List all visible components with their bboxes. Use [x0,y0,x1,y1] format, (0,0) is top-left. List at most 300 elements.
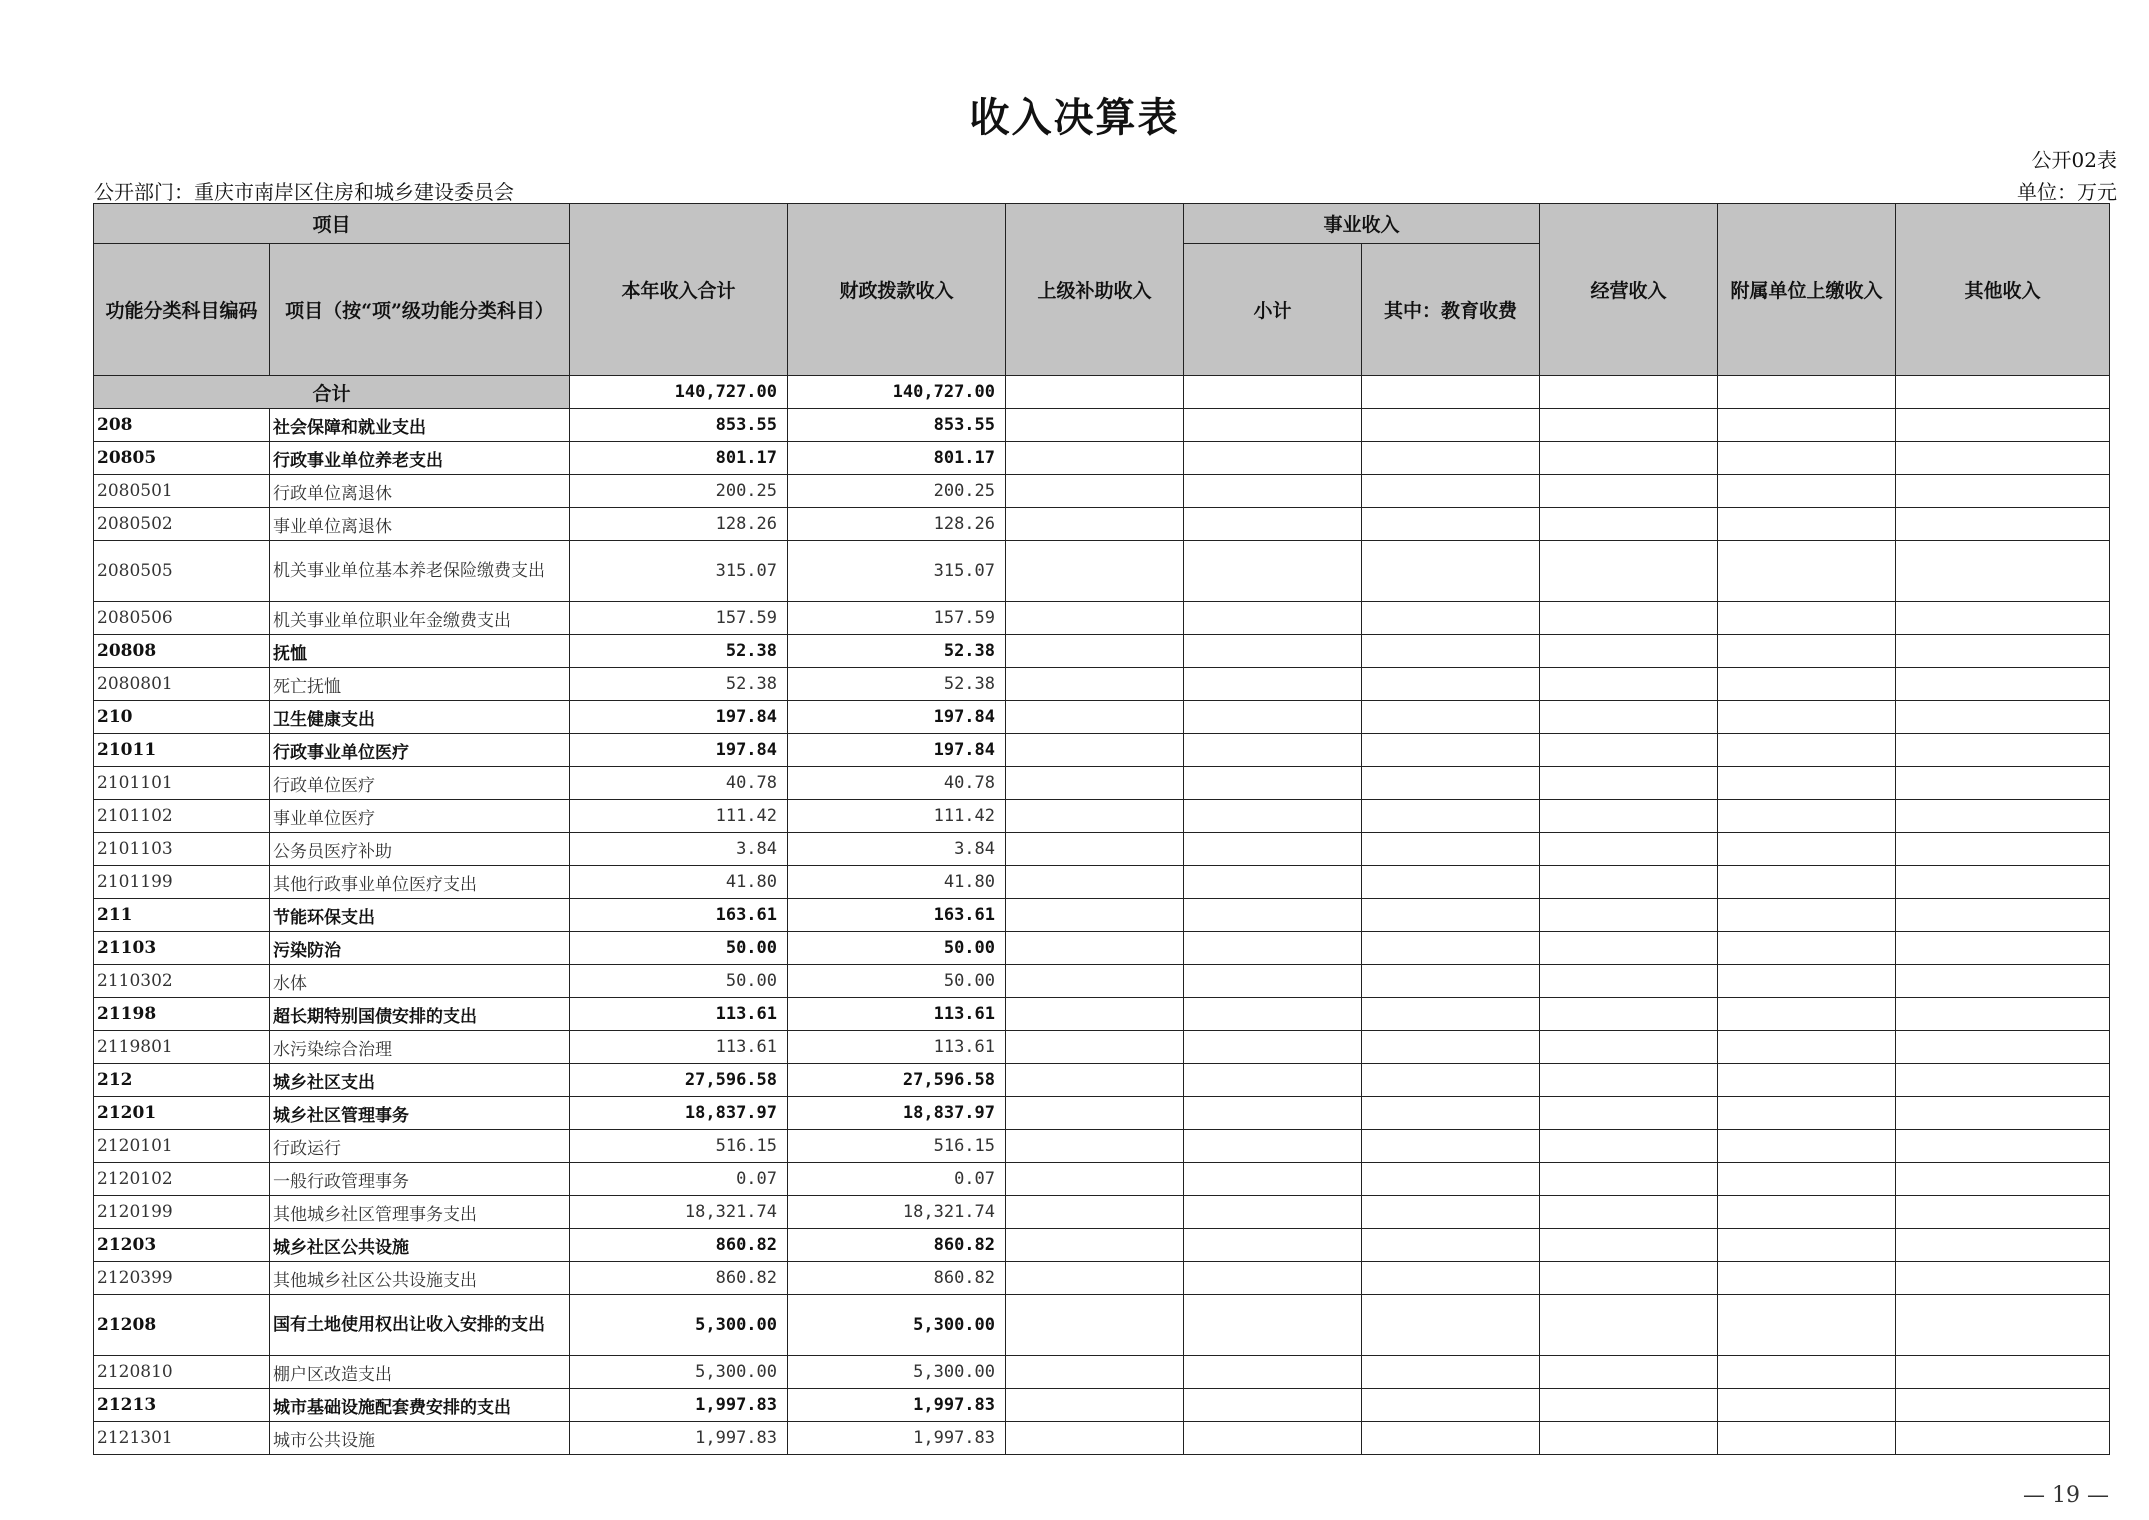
empty-cell [1896,475,2110,508]
code-cell: 21213 [94,1389,270,1422]
fiscal-cell: 315.07 [788,541,1006,602]
name-cell: 社会保障和就业支出 [270,409,570,442]
empty-cell [1540,833,1718,866]
empty-cell [1540,668,1718,701]
empty-cell [1718,1196,1896,1229]
fiscal-cell: 860.82 [788,1262,1006,1295]
empty-cell [1006,866,1184,899]
empty-cell [1006,734,1184,767]
empty-cell [1184,1229,1362,1262]
fiscal-cell: 111.42 [788,800,1006,833]
empty-cell [1006,833,1184,866]
empty-cell [1184,1097,1362,1130]
code-cell: 21198 [94,998,270,1031]
total-income-cell: 52.38 [570,668,788,701]
header-education: 其中：教育收费 [1362,244,1540,376]
empty-cell [1184,1356,1362,1389]
code-cell: 20805 [94,442,270,475]
empty-cell [1896,442,2110,475]
code-cell: 210 [94,701,270,734]
empty-cell [1718,1130,1896,1163]
empty-cell [1362,1295,1540,1356]
income-table [93,203,2110,1455]
empty-cell [1540,1196,1718,1229]
empty-cell [1718,602,1896,635]
empty-cell [1006,1064,1184,1097]
table-row [94,1229,2110,1262]
empty-cell [1362,1031,1540,1064]
empty-cell [1362,800,1540,833]
code-cell: 2101102 [94,800,270,833]
table-row [94,442,2110,475]
code-cell: 2080505 [94,541,270,602]
code-cell: 2101199 [94,866,270,899]
empty-cell [1718,998,1896,1031]
empty-cell [1718,1031,1896,1064]
total-label: 合计 [94,376,570,409]
empty-cell [1896,376,2110,409]
empty-cell [1540,1356,1718,1389]
empty-cell [1896,668,2110,701]
name-cell: 行政事业单位医疗 [270,734,570,767]
name-cell: 城乡社区公共设施 [270,1229,570,1262]
empty-cell [1718,442,1896,475]
empty-cell [1184,701,1362,734]
fiscal-cell: 801.17 [788,442,1006,475]
empty-cell [1718,1163,1896,1196]
header-other: 其他收入 [1896,204,2110,376]
empty-cell [1184,866,1362,899]
page-number: — 19 — [2023,1483,2109,1508]
empty-cell [1184,800,1362,833]
empty-cell [1896,1196,2110,1229]
code-cell: 2119801 [94,1031,270,1064]
empty-cell [1896,899,2110,932]
empty-cell [1006,541,1184,602]
empty-cell [1896,767,2110,800]
empty-cell [1006,1295,1184,1356]
total-income-cell: 0.07 [570,1163,788,1196]
header-project: 项目 [94,204,570,244]
empty-cell [1362,376,1540,409]
total-income-cell: 197.84 [570,701,788,734]
table-row [94,1196,2110,1229]
name-cell: 其他行政事业单位医疗支出 [270,866,570,899]
empty-cell [1006,1163,1184,1196]
empty-cell [1362,1389,1540,1422]
total-income-cell: 860.82 [570,1229,788,1262]
fiscal-cell: 516.15 [788,1130,1006,1163]
empty-cell [1896,800,2110,833]
empty-cell [1718,1229,1896,1262]
empty-cell [1540,1163,1718,1196]
fiscal-cell: 50.00 [788,965,1006,998]
code-cell: 2120199 [94,1196,270,1229]
empty-cell [1540,1097,1718,1130]
empty-cell [1540,932,1718,965]
empty-cell [1896,1295,2110,1356]
empty-cell [1896,635,2110,668]
table-row [94,965,2110,998]
empty-cell [1006,508,1184,541]
fiscal-cell: 197.84 [788,734,1006,767]
code-cell: 2120810 [94,1356,270,1389]
fiscal-cell: 5,300.00 [788,1295,1006,1356]
total-income-cell: 5,300.00 [570,1295,788,1356]
empty-cell [1718,1356,1896,1389]
total-income-cell: 163.61 [570,899,788,932]
empty-cell [1184,1163,1362,1196]
empty-cell [1896,998,2110,1031]
page-title: 收入决算表 [969,94,1180,141]
empty-cell [1540,734,1718,767]
empty-cell [1718,965,1896,998]
table-row [94,833,2110,866]
empty-cell [1896,1097,2110,1130]
empty-cell [1362,932,1540,965]
empty-cell [1896,1031,2110,1064]
empty-cell [1006,475,1184,508]
empty-cell [1006,932,1184,965]
empty-cell [1718,1295,1896,1356]
empty-cell [1896,866,2110,899]
empty-cell [1006,602,1184,635]
table-row [94,1422,2110,1455]
empty-cell [1362,998,1540,1031]
fiscal-cell: 128.26 [788,508,1006,541]
empty-cell [1362,442,1540,475]
empty-cell [1896,1262,2110,1295]
empty-cell [1006,1389,1184,1422]
empty-cell [1540,508,1718,541]
header-affiliated: 附属单位上缴收入 [1718,204,1896,376]
fiscal-cell: 18,837.97 [788,1097,1006,1130]
table-row [94,541,2110,602]
total-income-cell: 52.38 [570,635,788,668]
empty-cell [1540,800,1718,833]
name-cell: 超长期特别国债安排的支出 [270,998,570,1031]
fiscal-cell: 50.00 [788,932,1006,965]
empty-cell [1718,1097,1896,1130]
total-income-cell: 1,997.83 [570,1389,788,1422]
empty-cell [1896,1064,2110,1097]
name-cell: 事业单位离退休 [270,508,570,541]
department-label: 公开部门：重庆市南岸区住房和城乡建设委员会 [94,180,514,204]
empty-cell [1184,1031,1362,1064]
table-row [94,668,2110,701]
empty-cell [1540,376,1718,409]
empty-cell [1362,1262,1540,1295]
empty-cell [1184,734,1362,767]
code-cell: 2080506 [94,602,270,635]
code-cell: 20808 [94,635,270,668]
empty-cell [1896,1229,2110,1262]
name-cell: 行政单位离退休 [270,475,570,508]
empty-cell [1362,508,1540,541]
empty-cell [1540,767,1718,800]
total-fiscal-value: 140,727.00 [788,376,1006,409]
name-cell: 其他城乡社区公共设施支出 [270,1262,570,1295]
empty-cell [1718,800,1896,833]
code-cell: 212 [94,1064,270,1097]
fiscal-cell: 163.61 [788,899,1006,932]
total-income-cell: 3.84 [570,833,788,866]
empty-cell [1184,767,1362,800]
header-superior: 上级补助收入 [1006,204,1184,376]
empty-cell [1540,1229,1718,1262]
empty-cell [1184,602,1362,635]
empty-cell [1718,701,1896,734]
header-func-code: 功能分类科目编码 [94,244,270,376]
total-income-cell: 50.00 [570,965,788,998]
empty-cell [1540,409,1718,442]
total-income-cell: 315.07 [570,541,788,602]
empty-cell [1184,1262,1362,1295]
name-cell: 抚恤 [270,635,570,668]
table-row [94,701,2110,734]
name-cell: 国有土地使用权出让收入安排的支出 [270,1295,570,1356]
header-total-income: 本年收入合计 [570,204,788,376]
code-cell: 2080501 [94,475,270,508]
empty-cell [1896,508,2110,541]
empty-cell [1540,1031,1718,1064]
table-row [94,1356,2110,1389]
empty-cell [1006,1422,1184,1455]
fiscal-cell: 41.80 [788,866,1006,899]
empty-cell [1184,965,1362,998]
empty-cell [1006,767,1184,800]
fiscal-cell: 52.38 [788,668,1006,701]
empty-cell [1362,541,1540,602]
table-row [94,998,2110,1031]
name-cell: 公务员医疗补助 [270,833,570,866]
empty-cell [1006,1229,1184,1262]
empty-cell [1006,965,1184,998]
empty-cell [1184,899,1362,932]
total-income-cell: 111.42 [570,800,788,833]
empty-cell [1896,409,2110,442]
empty-cell [1540,1295,1718,1356]
code-cell: 21208 [94,1295,270,1356]
empty-cell [1896,1163,2110,1196]
total-income-cell: 197.84 [570,734,788,767]
total-income-cell: 516.15 [570,1130,788,1163]
table-row [94,1295,2110,1356]
code-cell: 21203 [94,1229,270,1262]
code-cell: 21011 [94,734,270,767]
table-row [94,800,2110,833]
empty-cell [1006,1130,1184,1163]
empty-cell [1184,409,1362,442]
empty-cell [1540,442,1718,475]
empty-cell [1718,475,1896,508]
name-cell: 棚户区改造支出 [270,1356,570,1389]
empty-cell [1718,1262,1896,1295]
empty-cell [1896,1389,2110,1422]
table-row [94,1097,2110,1130]
empty-cell [1184,1130,1362,1163]
name-cell: 城市公共设施 [270,1422,570,1455]
empty-cell [1540,541,1718,602]
fiscal-cell: 27,596.58 [788,1064,1006,1097]
code-cell: 2120399 [94,1262,270,1295]
header-operating: 经营收入 [1540,204,1718,376]
empty-cell [1718,899,1896,932]
total-income-cell: 860.82 [570,1262,788,1295]
empty-cell [1006,701,1184,734]
name-cell: 卫生健康支出 [270,701,570,734]
empty-cell [1362,1422,1540,1455]
total-income-cell: 200.25 [570,475,788,508]
empty-cell [1362,475,1540,508]
empty-cell [1006,1196,1184,1229]
empty-cell [1184,1196,1362,1229]
total-row [94,376,2110,409]
table-row [94,899,2110,932]
empty-cell [1540,899,1718,932]
code-cell: 21103 [94,932,270,965]
code-cell: 2101101 [94,767,270,800]
name-cell: 水污染综合治理 [270,1031,570,1064]
table-row [94,1031,2110,1064]
empty-cell [1718,541,1896,602]
empty-cell [1362,866,1540,899]
code-cell: 208 [94,409,270,442]
form-number: 公开02表 [2031,148,2117,172]
total-income-cell: 18,837.97 [570,1097,788,1130]
fiscal-cell: 113.61 [788,1031,1006,1064]
total-income-cell: 50.00 [570,932,788,965]
empty-cell [1362,1196,1540,1229]
empty-cell [1540,866,1718,899]
total-income-cell: 113.61 [570,998,788,1031]
empty-cell [1362,1356,1540,1389]
code-cell: 21201 [94,1097,270,1130]
empty-cell [1006,1031,1184,1064]
name-cell: 其他城乡社区管理事务支出 [270,1196,570,1229]
empty-cell [1718,376,1896,409]
name-cell: 水体 [270,965,570,998]
code-cell: 2120101 [94,1130,270,1163]
empty-cell [1896,541,2110,602]
empty-cell [1896,1422,2110,1455]
empty-cell [1184,376,1362,409]
empty-cell [1006,1097,1184,1130]
table-row [94,508,2110,541]
empty-cell [1006,800,1184,833]
empty-cell [1184,475,1362,508]
fiscal-cell: 52.38 [788,635,1006,668]
name-cell: 行政事业单位养老支出 [270,442,570,475]
total-income-cell: 128.26 [570,508,788,541]
empty-cell [1184,635,1362,668]
empty-cell [1718,734,1896,767]
empty-cell [1184,668,1362,701]
empty-cell [1540,602,1718,635]
empty-cell [1718,932,1896,965]
empty-cell [1362,602,1540,635]
total-income-cell: 40.78 [570,767,788,800]
empty-cell [1540,701,1718,734]
empty-cell [1006,1262,1184,1295]
empty-cell [1896,965,2110,998]
empty-cell [1006,668,1184,701]
header-item-name: 项目（按“项”级功能分类科目） [270,244,570,376]
empty-cell [1896,932,2110,965]
empty-cell [1540,1064,1718,1097]
total-income-cell: 5,300.00 [570,1356,788,1389]
name-cell: 城乡社区管理事务 [270,1097,570,1130]
empty-cell [1362,899,1540,932]
table-row [94,1064,2110,1097]
table-row [94,1389,2110,1422]
empty-cell [1718,409,1896,442]
empty-cell [1540,1422,1718,1455]
empty-cell [1006,998,1184,1031]
code-cell: 2080801 [94,668,270,701]
fiscal-cell: 860.82 [788,1229,1006,1262]
table-row [94,1262,2110,1295]
empty-cell [1896,1356,2110,1389]
empty-cell [1718,1422,1896,1455]
empty-cell [1362,1097,1540,1130]
table-row [94,635,2110,668]
empty-cell [1184,1295,1362,1356]
table-row [94,767,2110,800]
empty-cell [1540,475,1718,508]
code-cell: 2110302 [94,965,270,998]
total-income-cell: 853.55 [570,409,788,442]
total-income-cell: 41.80 [570,866,788,899]
total-income-cell: 113.61 [570,1031,788,1064]
fiscal-cell: 853.55 [788,409,1006,442]
empty-cell [1896,602,2110,635]
empty-cell [1362,767,1540,800]
fiscal-cell: 1,997.83 [788,1422,1006,1455]
empty-cell [1896,833,2110,866]
empty-cell [1540,1389,1718,1422]
empty-cell [1184,1422,1362,1455]
table-row [94,602,2110,635]
fiscal-cell: 3.84 [788,833,1006,866]
name-cell: 死亡抚恤 [270,668,570,701]
name-cell: 行政运行 [270,1130,570,1163]
total-income-cell: 18,321.74 [570,1196,788,1229]
empty-cell [1362,668,1540,701]
empty-cell [1540,1262,1718,1295]
empty-cell [1184,508,1362,541]
fiscal-cell: 1,997.83 [788,1389,1006,1422]
name-cell: 节能环保支出 [270,899,570,932]
empty-cell [1540,998,1718,1031]
fiscal-cell: 5,300.00 [788,1356,1006,1389]
total-income-cell: 1,997.83 [570,1422,788,1455]
table-row [94,866,2110,899]
empty-cell [1006,899,1184,932]
table-header [94,204,2110,376]
table-row [94,475,2110,508]
empty-cell [1896,734,2110,767]
header-fiscal: 财政拨款收入 [788,204,1006,376]
empty-cell [1540,1130,1718,1163]
empty-cell [1184,1389,1362,1422]
fiscal-cell: 197.84 [788,701,1006,734]
empty-cell [1362,1229,1540,1262]
table-body [94,376,2110,1455]
empty-cell [1362,635,1540,668]
fiscal-cell: 113.61 [788,998,1006,1031]
code-cell: 211 [94,899,270,932]
